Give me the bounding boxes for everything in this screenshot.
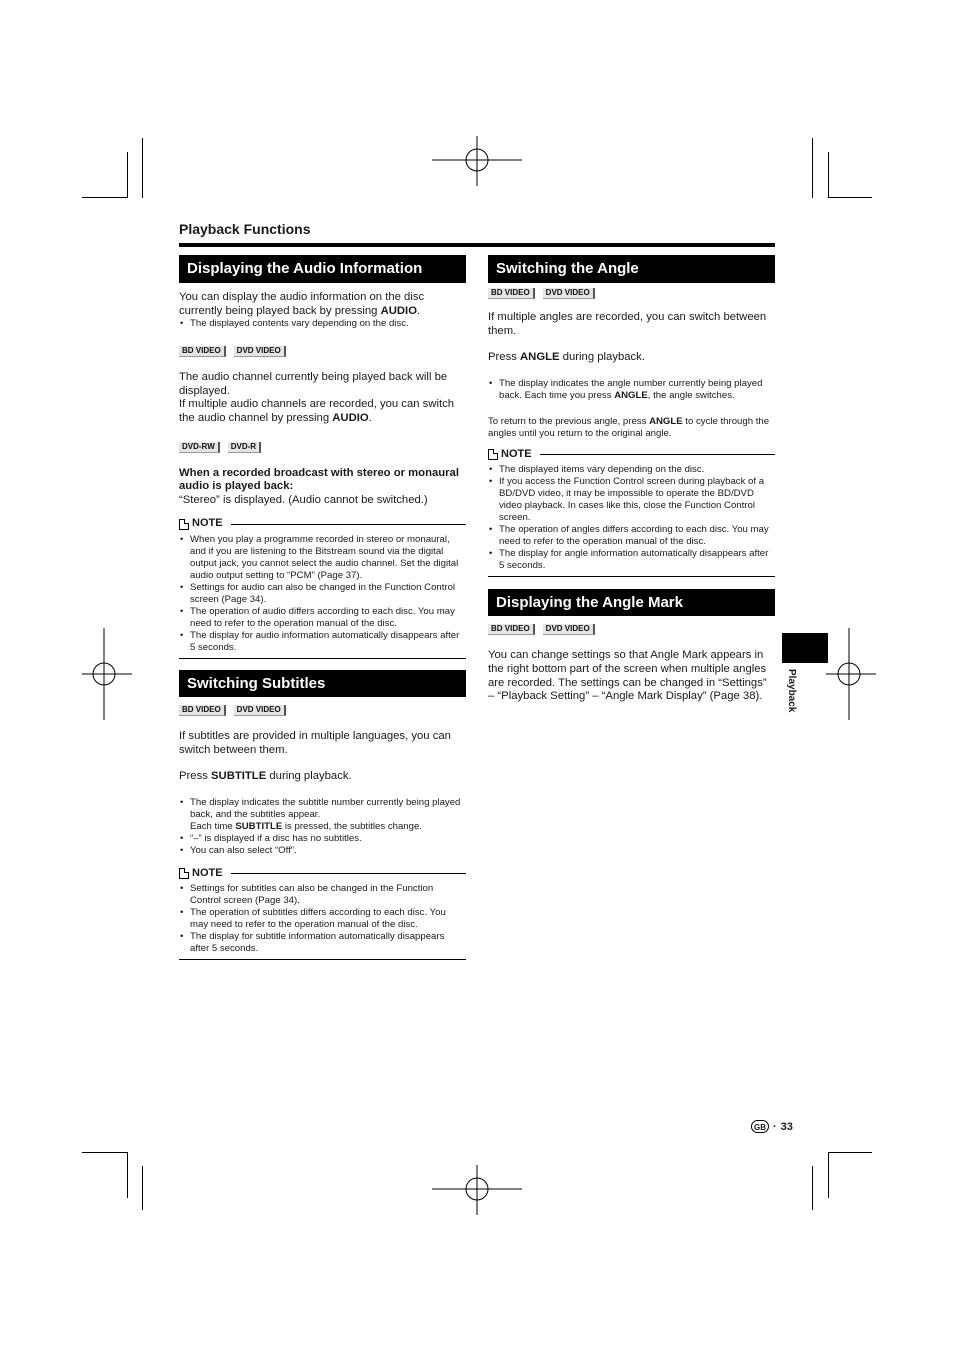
audio-para: The audio channel currently being played back will be displayed. bbox=[179, 371, 448, 397]
crop-mark bbox=[812, 138, 813, 198]
crop-mark bbox=[142, 1166, 143, 1210]
list-item: • The display indicates the angle number currently being played back. Each time you press ANGLE, the angle switches. bbox=[488, 378, 775, 402]
note-heading: NOTE bbox=[179, 517, 466, 531]
list-item: • The displayed items vary depending on the disc. bbox=[488, 464, 775, 476]
registration-mark-icon bbox=[82, 628, 132, 720]
page-footer bbox=[751, 1120, 793, 1133]
crop-mark bbox=[82, 197, 128, 198]
list-item: • The operation of audio differs according to each disc. You may need to refer to the operation manual of the disc. bbox=[179, 606, 466, 630]
audio-notes bbox=[179, 534, 466, 654]
disc-badges bbox=[179, 705, 466, 716]
list-item: • The display for angle information automatically disappears after 5 seconds. bbox=[488, 548, 775, 572]
crop-mark bbox=[127, 1152, 128, 1198]
divider bbox=[488, 576, 775, 577]
registration-mark-icon bbox=[432, 1165, 522, 1215]
region-badge: GB bbox=[751, 1120, 769, 1133]
subtitles-bullets bbox=[179, 797, 466, 857]
audio-key: AUDIO bbox=[380, 304, 417, 317]
disc-badge: DVD VIDEO bbox=[234, 705, 286, 716]
page-number: 33 bbox=[780, 1120, 793, 1133]
disc-badge: BD VIDEO bbox=[488, 624, 535, 635]
subtitles-section-header: Switching Subtitles bbox=[179, 670, 466, 697]
angle-bullets bbox=[488, 378, 775, 402]
audio-intro: You can display the audio information on the disc currently being played back by pressing AUDIO. bbox=[179, 291, 425, 317]
crop-mark bbox=[828, 152, 829, 198]
page-separator: · bbox=[773, 1120, 777, 1133]
disc-badge: DVD-RW bbox=[179, 442, 220, 453]
divider bbox=[179, 959, 466, 960]
disc-badges bbox=[179, 442, 466, 453]
list-item: • The displayed contents vary depending on the disc. bbox=[179, 318, 466, 330]
top-rule bbox=[179, 243, 775, 247]
list-item: • The display for audio information automatically disappears after 5 seconds. bbox=[179, 630, 466, 654]
list-item: • When you play a programme recorded in stereo or monaural, and if you are listening to the Bitstream sound via the digital output jack, you cannot select the audio channel. Set the digital audio output setting to “PCM” (Page 37). bbox=[179, 534, 466, 582]
list-item: • The display indicates the subtitle number currently being played back, and the subtitles appear. Each time SUBTITLE is pressed, the subtitles change. bbox=[179, 797, 466, 833]
disc-badge: DVD VIDEO bbox=[234, 346, 286, 357]
registration-mark-icon bbox=[826, 628, 876, 720]
crop-mark bbox=[127, 152, 128, 198]
list-item: • You can also select “Off”. bbox=[179, 845, 466, 857]
disc-badge: DVD VIDEO bbox=[543, 624, 595, 635]
subtitles-notes bbox=[179, 883, 466, 955]
list-item: • Settings for audio can also be changed in the Function Control screen (Page 34). bbox=[179, 582, 466, 606]
disc-badges bbox=[179, 346, 466, 357]
crop-mark bbox=[828, 1152, 829, 1198]
angle-notes bbox=[488, 464, 775, 572]
note-heading: NOTE bbox=[488, 448, 775, 462]
list-item: • The operation of angles differs according to each disc. You may need to refer to the operation manual of the disc. bbox=[488, 524, 775, 548]
subtitles-press: Press SUBTITLE during playback. bbox=[179, 770, 352, 783]
note-heading: NOTE bbox=[179, 867, 466, 881]
side-tab-label: Playback bbox=[786, 669, 797, 713]
section-label: Playback Functions bbox=[179, 221, 311, 237]
angle-mark-body: You can change settings so that Angle Mark appears in the right bottom part of the screen when multiple angles are recorded. The settings can be changed in “Settings” – “Playback Setting” – “Angle Mark Display” (Page 38). bbox=[488, 649, 767, 703]
angle-section-header: Switching the Angle bbox=[488, 255, 775, 283]
disc-badge: DVD-R bbox=[228, 442, 261, 453]
side-tab-block bbox=[782, 633, 828, 663]
audio-intro-list bbox=[179, 318, 466, 330]
disc-badges bbox=[488, 288, 775, 299]
angle-mark-section-header: Displaying the Angle Mark bbox=[488, 589, 775, 616]
crop-mark bbox=[828, 1152, 872, 1153]
crop-mark bbox=[142, 138, 143, 198]
angle-return-text: To return to the previous angle, press ANGLE to cycle through the angles until you return to the original angle. bbox=[488, 415, 770, 439]
crop-mark bbox=[828, 197, 872, 198]
left-column bbox=[179, 255, 466, 972]
audio-stereo-text: “Stereo” is displayed. (Audio cannot be switched.) bbox=[179, 493, 428, 506]
crop-mark bbox=[812, 1166, 813, 1210]
note-icon bbox=[488, 449, 498, 460]
crop-mark bbox=[82, 1152, 128, 1153]
angle-intro: If multiple angles are recorded, you can switch between them. bbox=[488, 311, 767, 337]
list-item: • Settings for subtitles can also be changed in the Function Control screen (Page 34). bbox=[179, 883, 466, 907]
disc-badge: BD VIDEO bbox=[488, 288, 535, 299]
disc-badge: DVD VIDEO bbox=[543, 288, 595, 299]
angle-press: Press ANGLE during playback. bbox=[488, 351, 645, 364]
disc-badge: BD VIDEO bbox=[179, 346, 226, 357]
registration-mark-icon bbox=[432, 136, 522, 186]
list-item: • If you access the Function Control screen during playback of a BD/DVD video, it may be impossible to operate the BD/DVD video playback. In cases like this, close the Function Control screen. bbox=[488, 476, 775, 524]
disc-badge: BD VIDEO bbox=[179, 705, 226, 716]
right-column bbox=[488, 255, 775, 717]
subtitles-intro: If subtitles are provided in multiple languages, you can switch between them. bbox=[179, 729, 451, 756]
audio-bold-heading: When a recorded broadcast with stereo or monaural audio is played back: bbox=[179, 466, 459, 493]
note-icon bbox=[179, 519, 189, 530]
list-item: • The display for subtitle information automatically disappears after 5 seconds. bbox=[179, 931, 466, 955]
list-item: • The operation of subtitles differs according to each disc. You may need to refer to the operation manual of the disc. bbox=[179, 907, 466, 931]
audio-para: If multiple audio channels are recorded, you can switch the audio channel by pressing AUDIO. bbox=[179, 398, 455, 424]
divider bbox=[179, 658, 466, 659]
note-icon bbox=[179, 868, 189, 879]
list-item: • “–” is displayed if a disc has no subtitles. bbox=[179, 833, 466, 845]
audio-section-header: Displaying the Audio Information bbox=[179, 255, 466, 283]
disc-badges bbox=[488, 624, 775, 635]
